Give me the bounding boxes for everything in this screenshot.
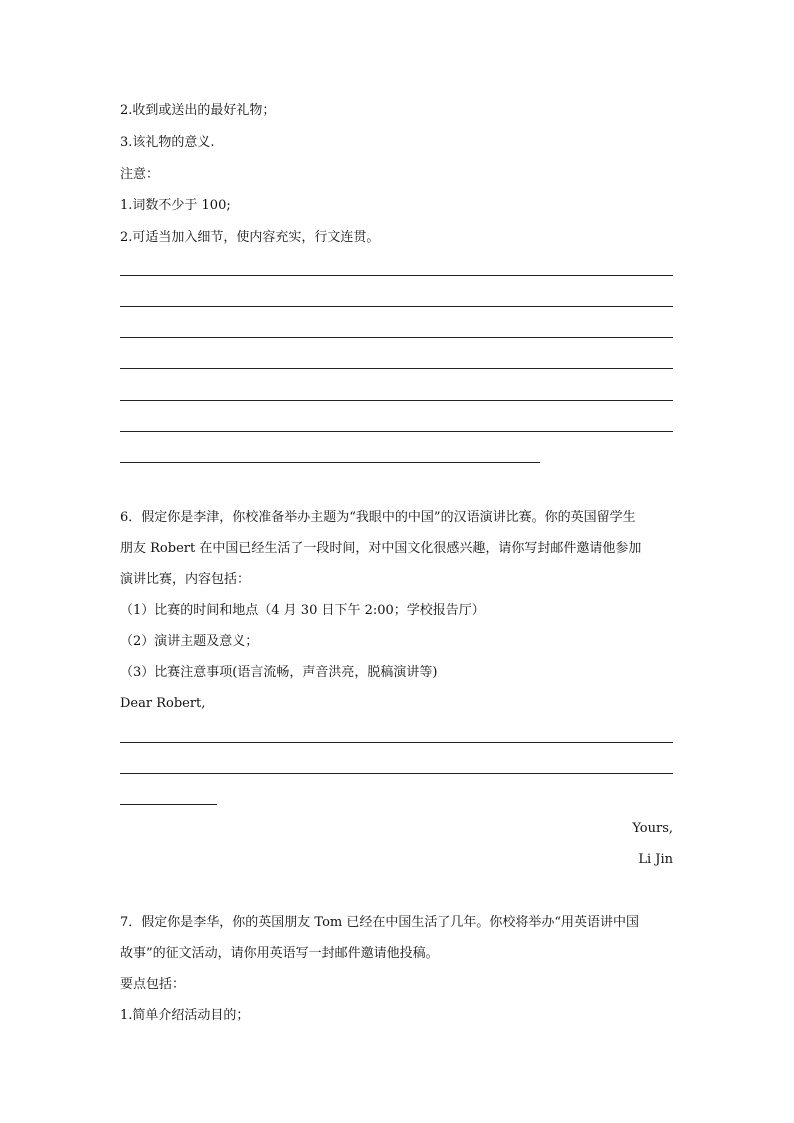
q7-point-1: 1.简单介绍活动目的；: [120, 1008, 250, 1023]
q6-point-3: （3）比赛注意事项(语言流畅，声音洪亮，脱稿演讲等): [120, 665, 438, 680]
q6-prompt-line-3: 演讲比赛，内容包括：: [120, 572, 251, 587]
letter-salutation: Dear Robert,: [120, 696, 206, 711]
answer-line-short: [120, 804, 217, 805]
requirement-item-3: 3.该礼物的意义.: [120, 135, 215, 150]
answer-line: [120, 773, 673, 774]
q6-prompt-line-1: 6．假定你是李津，你校准备举办主题为“我眼中的中国”的汉语演讲比赛。你的英国留学生: [120, 510, 636, 525]
answer-line: [120, 431, 673, 432]
q7-prompt-line-2: 故事”的征文活动，请你用英语写一封邮件邀请他投稿。: [120, 946, 439, 961]
answer-line: [120, 306, 673, 307]
note-item-1: 1.词数不少于 100;: [120, 198, 231, 213]
notes-heading: 注意：: [120, 167, 160, 182]
q6-point-2: （2）演讲主题及意义；: [120, 634, 259, 649]
q6-point-1: （1）比赛的时间和地点（4 月 30 日下午 2:00；学校报告厅）: [120, 603, 485, 618]
note-item-2: 2.可适当加入细节，使内容充实，行文连贯。: [120, 230, 380, 245]
q6-prompt-line-2: 朋友 Robert 在中国已经生活了一段时间，对中国文化很感兴趣，请你写封邮件邀请他参加: [120, 541, 642, 556]
document-page: [120, 0, 673, 1123]
answer-line: [120, 400, 673, 401]
answer-line-short: [120, 462, 540, 463]
answer-line: [120, 368, 673, 369]
answer-line: [120, 337, 673, 338]
requirement-item-2: 2.收到或送出的最好礼物；: [120, 103, 276, 118]
answer-line: [120, 742, 673, 743]
answer-line: [120, 275, 673, 276]
letter-signature: Li Jin: [638, 852, 673, 867]
q7-prompt-line-1: 7．假定你是李华，你的英国朋友 Tom 已经在中国生活了几年。你校将举办“用英语讲中国: [120, 915, 639, 930]
letter-closing: Yours,: [632, 821, 673, 836]
q7-points-heading: 要点包括：: [120, 977, 186, 992]
